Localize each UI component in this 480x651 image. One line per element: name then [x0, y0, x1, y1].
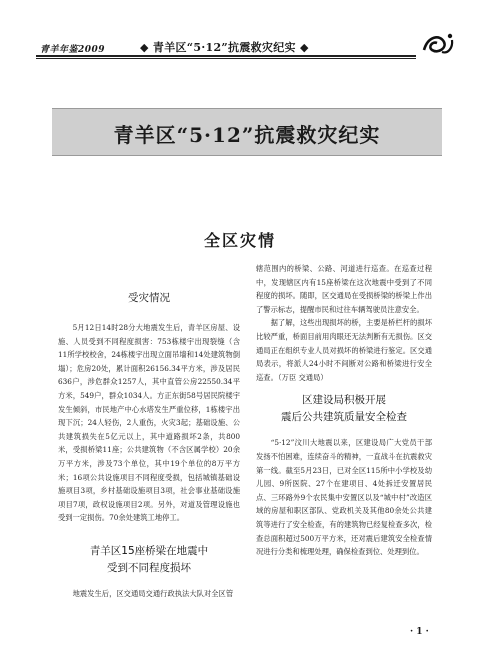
heading-bridges-line1: 青羊区15座桥梁在地震中 — [89, 545, 209, 557]
paragraph-construction: “5·12”汶川大地震以来，区建设局广大党员干部发扬不怕困难，连续奋斗的精神，一直战斗在抗震救灾第一线。截至5月23日，已对全区115所中小学校及幼儿园、9所医院、27个在建项目、4处拆迁安置居民点、三环路外9个农民集中安置区以及“城中村”改造区域的房屋和职区部队、党政机关及其他80余处公共建筑等进行了安全检查，有的建筑物已经复检查多次，检查总面积超过500万平方米，还对震后建筑安全检查情况进行分类和梳理处理，确保检查到位、处理到位。 — [256, 438, 432, 557]
title-banner — [52, 108, 442, 156]
page-title: 青羊区“5·12”抗震救灾纪实 — [113, 123, 381, 147]
page-header — [0, 0, 480, 70]
yearbook-logo-icon — [420, 30, 456, 60]
page-number: · 1 · — [410, 627, 429, 637]
header-rule-thin — [36, 58, 416, 59]
paragraph-damage: 5月12日14时28分大地震发生后，青羊区房屋、设施、人员受到不同程度损害：753栋楼宇出现裂缝（含11所学校校舍，24栋楼宇出现立面吊墙和14处建筑物倒塌）；危房20处，累计面积26156.34平方米，涉及居民636户，涉危群众1257人，其中直管公房22550.34平方米，549户，群众1034人。方正东街58号居民院楼宇发生倾斜，市民地产中心水塔发生严重位移，1栋楼宇出现下沉；24人轻伤，2人重伤，火灾3起；基础设施、公共建筑损失在5亿元以上，其中道路损坏2条，共800米，受损桥梁11座；公共建筑物（不含区属学校）20余万平方米，涉及73个单位，其中19个单位的8万平方米；16项公共设施项目不同程度受损，包括城镇基础设施项目3项，乡村基础设施项目3项，社会事业基础设施项目7项，政权设施项目2项。另外，对道及管理设施也受到一定损伤。70余处建筑工地停工。 — [58, 323, 240, 523]
running-title: ◆ 青羊区“5·12”抗震救灾纪实 ◆ — [140, 41, 309, 54]
heading-bridges-line2: 受到不同程度损坏 — [107, 562, 191, 574]
paragraph-bridges-cont: 辖范围内的桥梁、公路、河道进行巡查。在巡查过程中，发现辖区内有15座桥梁在这次地震中受到了不同程度的损坏。随即，区交通局在受损桥梁的桥梁上作出了警示标志，提醒市民和过往车辆驾驶员注意安全。 — [256, 264, 432, 314]
left-column-lower — [58, 543, 240, 601]
paragraph-bridges-start: 地震发生后，区交通局交通行政执法大队对全区管 — [72, 589, 234, 598]
yearbook-label: 青羊年鉴2009 — [40, 45, 106, 55]
header-rule — [36, 55, 416, 57]
right-column — [256, 262, 432, 559]
heading-construction-line2: 震后公共建筑质量安全检查 — [281, 411, 407, 424]
section-title: 全区灾情 — [203, 231, 276, 250]
paragraph-bridges-inspection: 据了解，这些出现损坏的桥，主要是桥栏杆的损坏比较严重，桥面目前用肉眼还无法判断有无损伤。区交通局正在组织专业人员对损坏的桥梁进行鉴定。区交通局表示，将派人24小时不间断对公路和桥梁进行安全巡查。（万臣 交通局） — [256, 318, 432, 382]
heading-construction-line1: 区建设局积极开展 — [302, 394, 386, 407]
heading-damage: 受灾情况 — [128, 292, 170, 304]
left-column — [58, 290, 240, 525]
